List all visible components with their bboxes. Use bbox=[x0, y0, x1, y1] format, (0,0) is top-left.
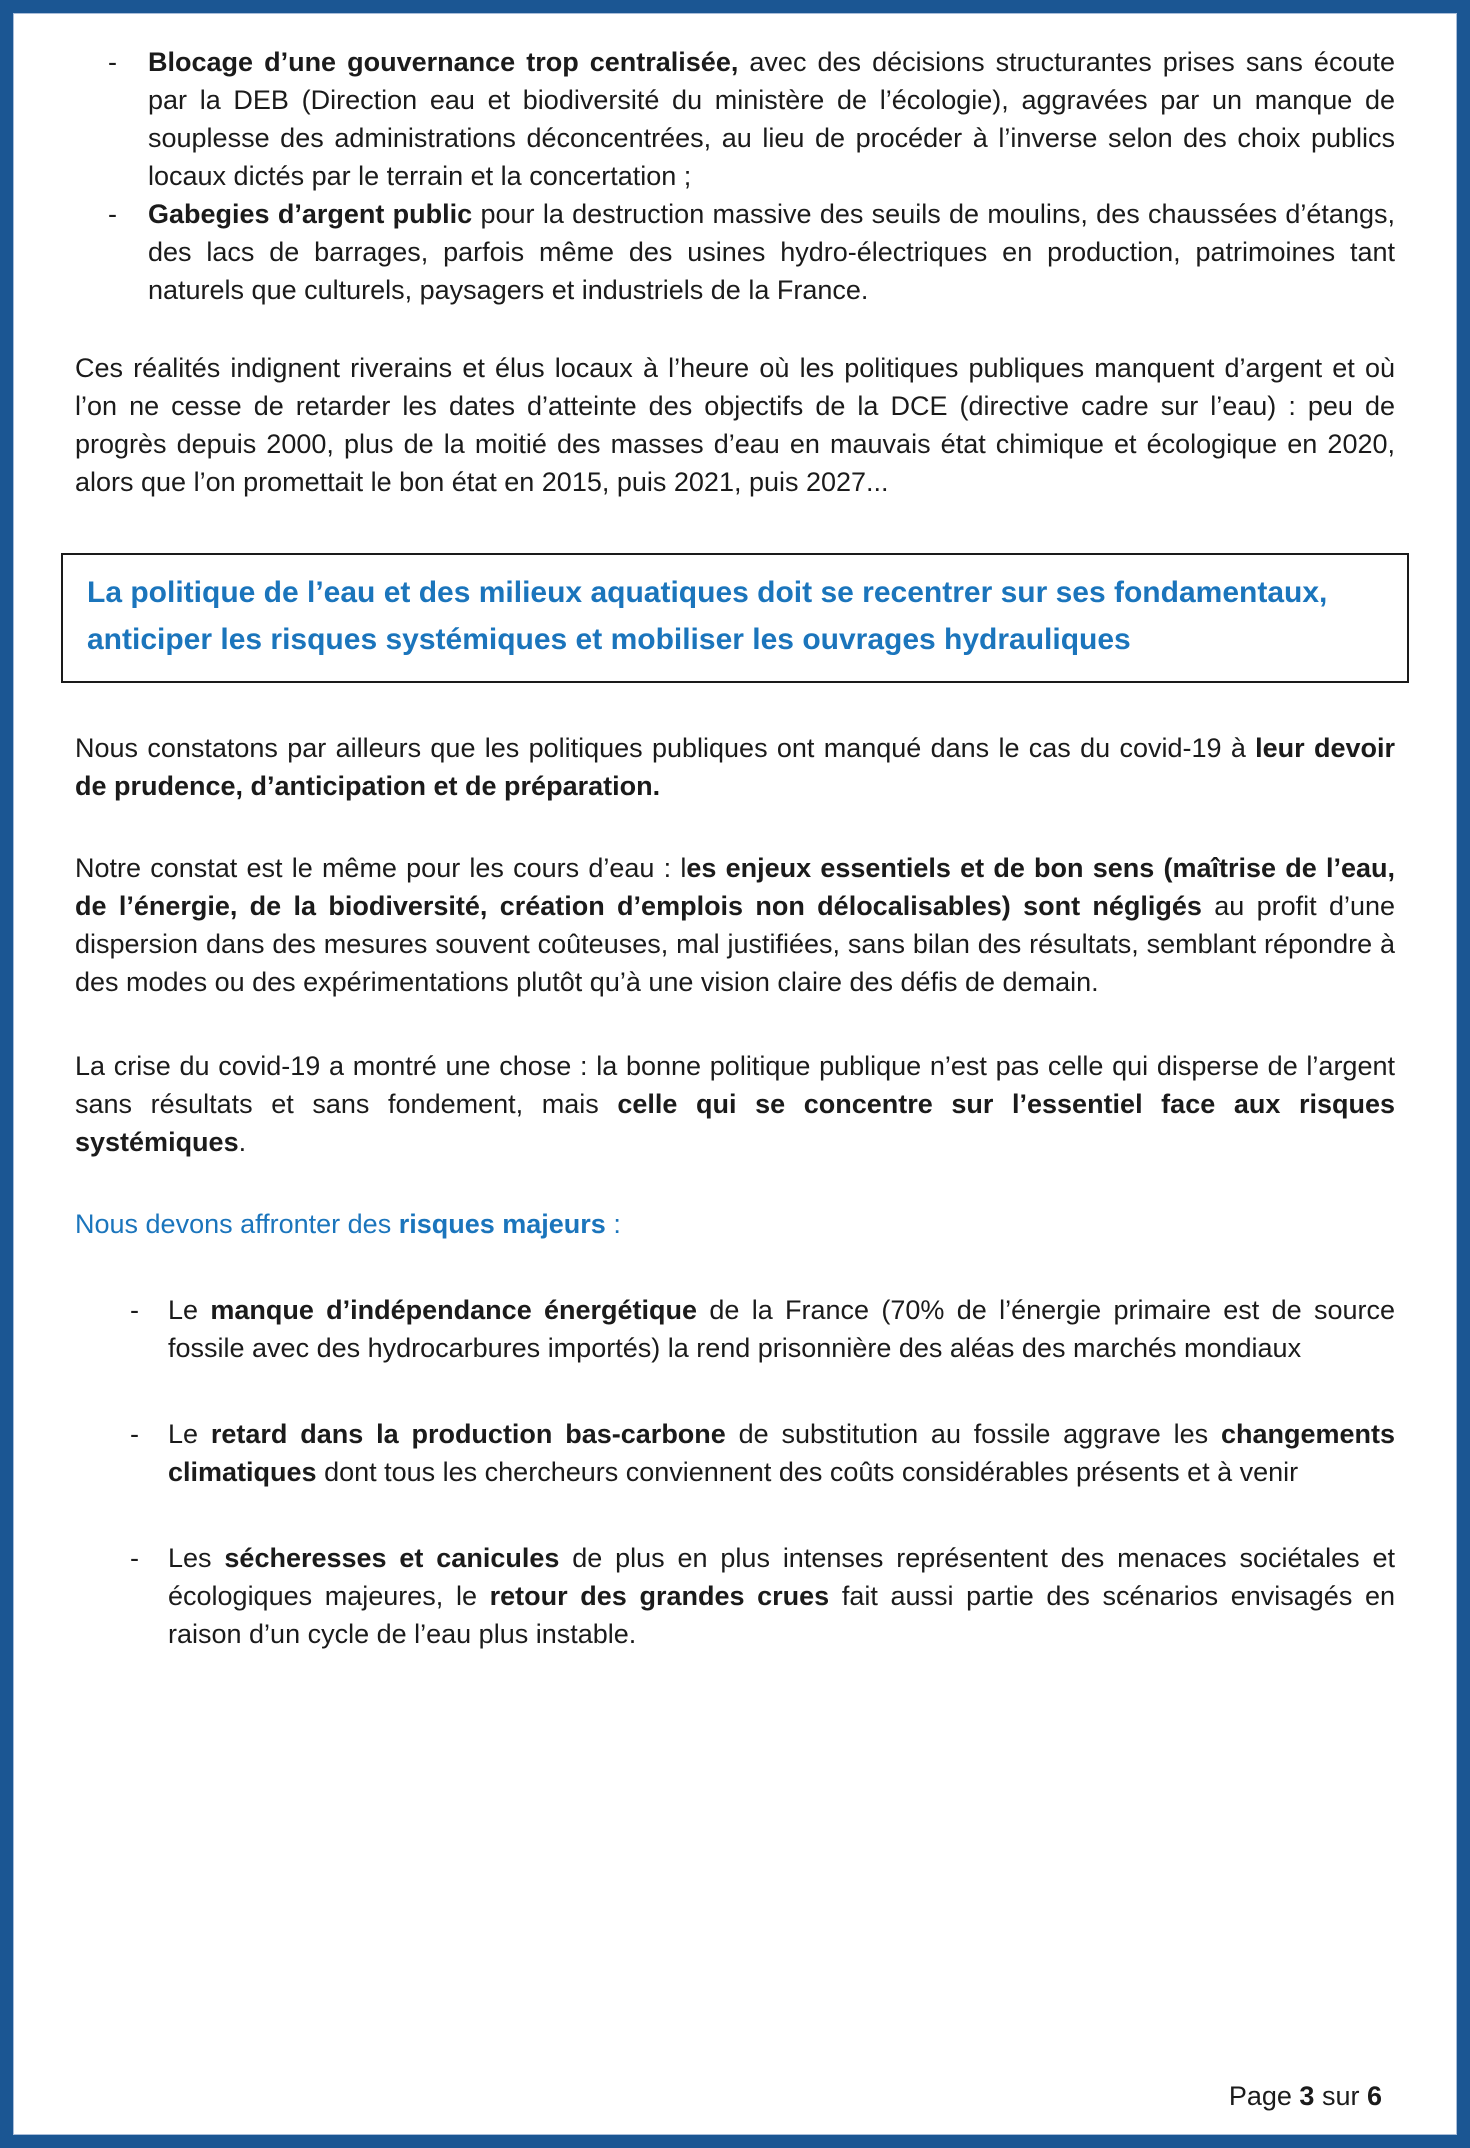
paragraph-constat-covid: Nous constatons par ailleurs que les politiques publiques ont manqué dans le cas du covid-19 à leur devoir de prudence, d’anticipation et de préparation. bbox=[75, 733, 1396, 801]
list-item-text: Blocage d’une gouvernance trop centralisée, avec des décisions structurantes prises sans écoute par la DEB (Direction eau et biodiversité du ministère de l’écologie), aggravées par un manque de souplesse des administrations déconcentrées, au lieu de procéder à l’inverse selon des choix publics locaux dictés par le terrain et la concertation ; bbox=[148, 47, 1396, 191]
list-dash: - bbox=[130, 1543, 139, 1573]
list-item-bas-carbone bbox=[75, 1415, 1395, 1491]
list-dash: - bbox=[130, 1419, 139, 1449]
list-item-text: Le manque d’indépendance énergétique de la France (70% de l’énergie primaire est de source fossile avec des hydrocarbures importés) la rend prisonnière des aléas des marchés mondiaux bbox=[168, 1295, 1395, 1363]
paragraph-realites: Ces réalités indignent riverains et élus locaux à l’heure où les politiques publiques manquent d’argent et où l’on ne cesse de retarder les dates d’atteinte des objectifs de la DCE (directive cadre sur l’eau) : peu de progrès depuis 2000, plus de la moitié des masses d’eau en mauvais état chimique et écologique en 2020, alors que l’on promettait le bon état en 2015, puis 2021, puis 2027... bbox=[75, 353, 1395, 497]
page-number: Page 3 sur 6 bbox=[1228, 2081, 1382, 2111]
list-item-secheresses bbox=[75, 1539, 1395, 1653]
list-dash: - bbox=[130, 1295, 139, 1325]
callout-title: La politique de l’eau et des milieux aquatiques doit se recentrer sur ses fondamentaux, anticiper les risques systémiques et mobiliser les ouvrages hydrauliques bbox=[87, 576, 1328, 656]
list-item-energie bbox=[75, 1291, 1395, 1367]
risk-list bbox=[75, 1291, 1395, 1653]
list-item-gabegies bbox=[75, 195, 1395, 309]
list-item-text: Le retard dans la production bas-carbone de substitution au fossile aggrave les changements climatiques dont tous les chercheurs conviennent des coûts considérables présents et à venir bbox=[168, 1419, 1395, 1487]
paragraph-crise-covid: La crise du covid-19 a montré une chose : la bonne politique publique n’est pas celle qui disperse de l’argent sans résultats et sans fondement, mais celle qui se concentre sur l’essentiel face aux risques systémiques. bbox=[75, 1051, 1395, 1157]
lead-risques-majeurs: Nous devons affronter des risques majeurs : bbox=[75, 1209, 621, 1239]
list-dash: - bbox=[108, 47, 117, 77]
list-item-governance bbox=[75, 43, 1395, 195]
callout-box bbox=[61, 553, 1409, 683]
list-item-text: Les sécheresses et canicules de plus en plus intenses représentent des menaces sociétales et écologiques majeures, le retour des grandes crues fait aussi partie des scénarios envisagés en raison d’un cycle de l’eau plus instable. bbox=[168, 1543, 1396, 1649]
paragraph-notre-constat: Notre constat est le même pour les cours d’eau : les enjeux essentiels et de bon sens (maîtrise de l’eau, de l’énergie, de la biodiversité, création d’emplois non délocalisables) sont négligés au profit d’une dispersion dans des mesures souvent coûteuses, mal justifiées, sans bilan des résultats, semblant répondre à des modes ou des expérimentations plutôt qu’à une vision claire des défis de demain. bbox=[75, 853, 1396, 997]
page-content bbox=[13, 13, 1457, 1653]
list-item-text: Gabegies d’argent public pour la destruction massive des seuils de moulins, des chaussées d’étangs, des lacs de barrages, parfois même des usines hydro-électriques en production, patrimoines tant naturels que culturels, paysagers et industriels de la France. bbox=[148, 199, 1395, 305]
list-dash: - bbox=[108, 199, 117, 229]
